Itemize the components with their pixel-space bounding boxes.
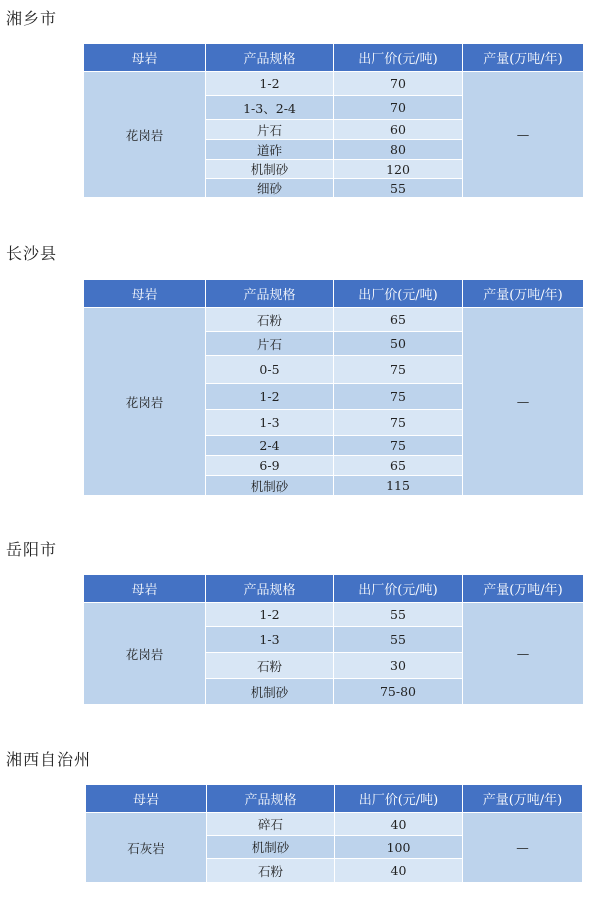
price-table-changsha: [83, 279, 584, 496]
spec-cell: 片石: [206, 120, 334, 140]
header-output: 产量(万吨/年): [463, 575, 584, 603]
spec-cell: 碎石: [207, 813, 335, 836]
table-header-row: [86, 785, 583, 813]
header-rock: 母岩: [84, 280, 206, 308]
price-cell: 55: [334, 603, 463, 627]
price-cell: 40: [335, 859, 463, 883]
header-rock: 母岩: [86, 785, 207, 813]
rock-cell: 花岗岩: [84, 308, 206, 496]
table-header-row: [84, 44, 584, 72]
spec-cell: 机制砂: [206, 160, 334, 179]
spec-cell: 细砂: [206, 179, 334, 198]
spec-cell: 机制砂: [206, 476, 334, 496]
output-cell: —: [463, 72, 584, 198]
section-title-xiangxiang: 湘乡市: [6, 9, 58, 28]
header-output: 产量(万吨/年): [463, 44, 584, 72]
header-spec: 产品规格: [206, 44, 334, 72]
spec-cell: 1-2: [206, 72, 334, 96]
price-cell: 55: [334, 179, 463, 198]
header-rock: 母岩: [84, 44, 206, 72]
price-cell: 30: [334, 653, 463, 679]
spec-cell: 石粉: [206, 653, 334, 679]
spec-cell: 1-2: [206, 384, 334, 410]
section-title-changsha: 长沙县: [6, 244, 58, 263]
header-spec: 产品规格: [206, 280, 334, 308]
section-title-yueyang: 岳阳市: [6, 540, 58, 559]
output-cell: —: [463, 603, 584, 705]
spec-cell: 2-4: [206, 436, 334, 456]
price-cell: 60: [334, 120, 463, 140]
price-cell: 75: [334, 356, 463, 384]
rock-cell: 花岗岩: [84, 603, 206, 705]
price-cell: 65: [334, 456, 463, 476]
spec-cell: 1-2: [206, 603, 334, 627]
rock-cell: 花岗岩: [84, 72, 206, 198]
table-row: [84, 603, 584, 627]
spec-cell: 0-5: [206, 356, 334, 384]
spec-cell: 1-3: [206, 410, 334, 436]
header-price: 出厂价(元/吨): [334, 575, 463, 603]
spec-cell: 1-3、2-4: [206, 96, 334, 120]
spec-cell: 6-9: [206, 456, 334, 476]
header-price: 出厂价(元/吨): [334, 44, 463, 72]
spec-cell: 石粉: [206, 308, 334, 332]
price-cell: 75-80: [334, 679, 463, 705]
price-table-xiangxi: [85, 784, 583, 883]
header-spec: 产品规格: [206, 575, 334, 603]
spec-cell: 机制砂: [206, 679, 334, 705]
price-cell: 40: [335, 813, 463, 836]
header-rock: 母岩: [84, 575, 206, 603]
price-cell: 70: [334, 72, 463, 96]
spec-cell: 道砟: [206, 140, 334, 160]
price-cell: 70: [334, 96, 463, 120]
table-row: [86, 813, 583, 836]
header-price: 出厂价(元/吨): [334, 280, 463, 308]
table-header-row: [84, 280, 584, 308]
spec-cell: 机制砂: [207, 836, 335, 859]
header-spec: 产品规格: [207, 785, 335, 813]
header-price: 出厂价(元/吨): [335, 785, 463, 813]
output-cell: —: [463, 813, 583, 883]
price-cell: 115: [334, 476, 463, 496]
spec-cell: 片石: [206, 332, 334, 356]
section-title-xiangxi: 湘西自治州: [6, 750, 92, 769]
spec-cell: 1-3: [206, 627, 334, 653]
output-cell: —: [463, 308, 584, 496]
price-cell: 55: [334, 627, 463, 653]
price-table-xiangxiang: [83, 43, 584, 198]
table-row: [84, 308, 584, 332]
price-table-yueyang: [83, 574, 584, 705]
price-cell: 75: [334, 436, 463, 456]
price-cell: 80: [334, 140, 463, 160]
price-cell: 50: [334, 332, 463, 356]
price-cell: 120: [334, 160, 463, 179]
table-row: [84, 72, 584, 96]
table-header-row: [84, 575, 584, 603]
header-output: 产量(万吨/年): [463, 785, 583, 813]
spec-cell: 石粉: [207, 859, 335, 883]
price-cell: 65: [334, 308, 463, 332]
price-cell: 100: [335, 836, 463, 859]
price-cell: 75: [334, 410, 463, 436]
price-cell: 75: [334, 384, 463, 410]
rock-cell: 石灰岩: [86, 813, 207, 883]
header-output: 产量(万吨/年): [463, 280, 584, 308]
